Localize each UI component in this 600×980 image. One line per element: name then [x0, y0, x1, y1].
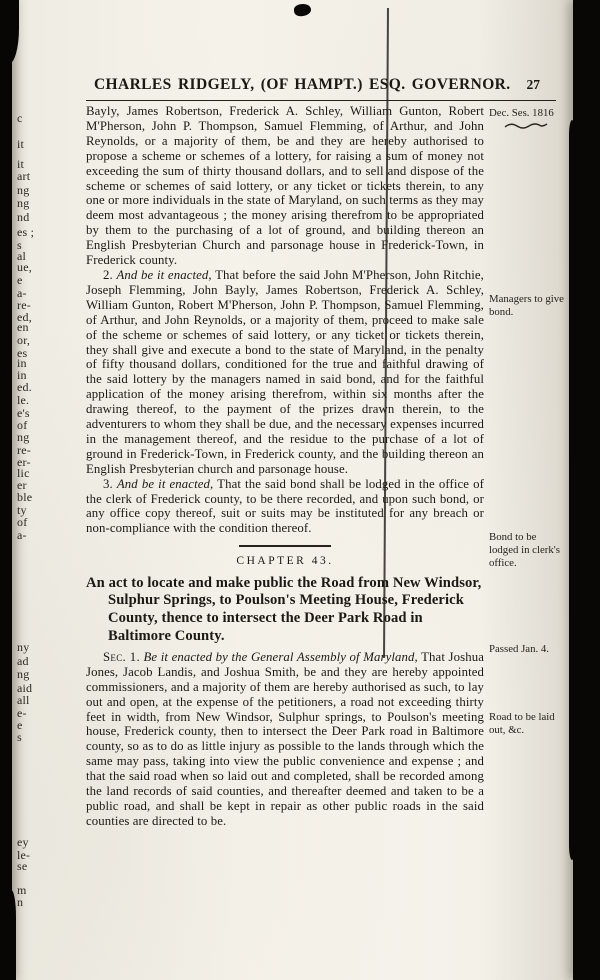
margin-note-road-laid-out: Road to be laid out, &c.: [489, 711, 555, 736]
edge-fragment: ty: [17, 503, 27, 517]
edge-fragment: c: [17, 111, 23, 125]
edge-fragment: n: [17, 895, 24, 909]
edge-fragment: ble: [17, 490, 33, 504]
section-2-number: 2.: [103, 267, 113, 282]
edge-fragment: ue,: [17, 260, 32, 274]
section-1-label: Sec. 1.: [103, 649, 140, 664]
edge-fragment: ny: [17, 640, 30, 654]
edge-fragment: lic: [17, 466, 30, 480]
edge-fragment: it: [17, 157, 25, 171]
edge-fragment: e-: [17, 706, 27, 720]
edge-fragment: le.: [17, 393, 30, 407]
edge-fragment: all: [17, 693, 30, 707]
edge-fragment: er-: [17, 455, 31, 469]
edge-fragment: it: [17, 137, 25, 151]
text-block: [86, 104, 484, 829]
edge-fragment: of: [17, 418, 28, 432]
margin-note-bond-lodged: Bond to be lodged in clerk's office.: [489, 531, 560, 569]
edge-fragment: en: [17, 320, 29, 334]
right-scan-gutter: [573, 0, 600, 980]
edge-fragment: art: [17, 169, 31, 183]
margin-note-passed-date: Passed Jan. 4.: [489, 643, 549, 655]
edge-fragment: in: [17, 356, 27, 370]
edge-fragment: le-: [17, 848, 31, 862]
section-2-enacting-clause: And be it enacted,: [116, 267, 212, 282]
edge-fragment: of: [17, 515, 28, 529]
edge-fragment: e: [17, 718, 23, 732]
section-3-text: That the said bond shall be lodged in the office of the clerk of Frederick county, to be there recorded, and upon such bond, or any office copy thereof, suit or suits may be instituted for any breach or non-compliance with the condition thereof.: [86, 476, 484, 536]
edge-fragment: re-: [17, 443, 31, 457]
edge-fragment: ng: [17, 430, 30, 444]
edge-fragment: in: [17, 368, 27, 382]
edge-fragment: ng: [17, 183, 30, 197]
edge-fragments: [0, 0, 60, 980]
edge-fragment: es ;: [17, 225, 35, 239]
edge-fragment: ad: [17, 654, 29, 668]
margin-note-session-text: Dec. Ses. 1816: [489, 107, 554, 119]
edge-fragment: se: [17, 859, 28, 873]
edge-fragment: ng: [17, 667, 30, 681]
edge-fragment: nd: [17, 210, 30, 224]
edge-fragment: ed,: [17, 310, 32, 324]
edge-fragment: aid: [17, 681, 33, 695]
paragraph-lottery-scheme: Bayly, James Robertson, Frederick A. Schley, William Gunton, Robert M'Pherson, John P. Thompson, Samuel Flemming, of Arthur, and John Reynolds, or a majority of them, be and they are hereby authorised to propose a scheme or schemes of a lottery, for raising a sum of money not exceeding the sum of thirty thousand dollars, and to sell and dispose of the scheme or schemes of said lottery, or any ticket or tickets therein, to any one or more individuals in the state of Maryland, on such terms as they may deem most advantageous ; the money arising therefrom to be appropriated by them to the purchasing of a lot of ground, and building thereon an English Presbyterian Church and parsonage house in Frederick-Town, in Frederick county.: [86, 104, 484, 268]
edge-fragment: re-: [17, 298, 31, 312]
edge-fragment: s: [17, 238, 22, 252]
page-number: 27: [526, 77, 540, 92]
section-1-text: That Joshua Jones, Jacob Landis, and Joshua Smith, be and they are hereby appointed commissioners, and a majority of them are hereby authorised as such, to lay out and open, at the expense of the petitioners, a road not exceeding thirty feet in width, from New Windsor, Sulphur springs, to Poulson's meeting house, Frederick county, then to intersect the Deer Park road in Baltimore county, so as to do as little injury as possible to the lands through which the same may pass, taking into view the public convenience and expense ; and that the said road when so laid out and completed, shall be recorded among the land records of said counties, and thereafter deemed and taken to be a public road, and shall be kept in repair as other public roads in the said counties are directed to be.: [86, 649, 484, 828]
chapter-heading: CHAPTER 43.: [236, 554, 334, 567]
paragraph-section-1-chapter-43: [86, 650, 484, 829]
edge-fragment: a-: [17, 528, 27, 542]
edge-fragment: er: [17, 478, 27, 492]
page-header: [86, 76, 556, 101]
paragraph-section-2: [86, 268, 484, 477]
edge-fragment: ey: [17, 835, 29, 849]
section-3-enacting-clause: And be it enacted,: [116, 476, 214, 491]
edge-fragment: e: [17, 273, 23, 287]
handwritten-squiggle: [503, 121, 549, 131]
top-scan-mark: [293, 3, 312, 17]
edge-fragment: es: [17, 346, 28, 360]
running-title: CHARLES RIDGELY, (OF HAMPT.) ESQ. GOVERNOR.: [93, 76, 511, 93]
edge-fragment: ng: [17, 196, 30, 210]
edge-fragment: ed.: [17, 380, 32, 394]
margin-note-managers-bond: Managers to give bond.: [489, 293, 564, 318]
edge-fragment: al: [17, 249, 27, 263]
margin-note-session: [489, 107, 565, 131]
paragraph-section-3: [86, 477, 484, 537]
section-1-enacting-clause: Be it enacted by the General Assembly of Maryland,: [143, 649, 418, 664]
chapter-divider-rule: [239, 545, 331, 547]
edge-fragment: e's: [17, 406, 30, 420]
section-3-number: 3.: [103, 476, 113, 491]
edge-fragment: or,: [17, 333, 31, 347]
edge-fragment: a-: [17, 286, 27, 300]
edge-fragment: s: [17, 730, 22, 744]
section-2-text: That before the said John M'Pherson, John Ritchie, Joseph Flemming, John Bayly, James Robertson, Frederick A. Schley, William Gunton, Robert M'Pherson, John P. Thompson, Samuel Flemming, of Arthur, and John Reynolds, or a majority of them, proceed to make sale of the scheme or schemes of said lottery, or any ticket or tickets therein, they shall give and execute a bond to the state of Maryland, in the penalty of fifty thousand dollars, conditioned for the true and faithful drawing of the said lottery by the managers named in said bond, and for the faithful application of the money arising therefrom, within six months after the drawing thereof, to the payment of the prizes drawn therein, to the adventurers to whom they shall be due, and the necessary expenses incurred in the management thereof, and the residue to the purchase of a lot of ground in Frederick-Town, in Frederick county, and the building thereon an English Presbyterian church and parsonage house.: [86, 267, 484, 476]
edge-fragment: m: [17, 883, 27, 897]
act-title: An act to locate and make public the Road from New Windsor, Sulphur Springs, to Poulson's Meeting House, Frederick County, thence to intersect the Deer Park Road in Baltimore County.: [86, 574, 482, 645]
